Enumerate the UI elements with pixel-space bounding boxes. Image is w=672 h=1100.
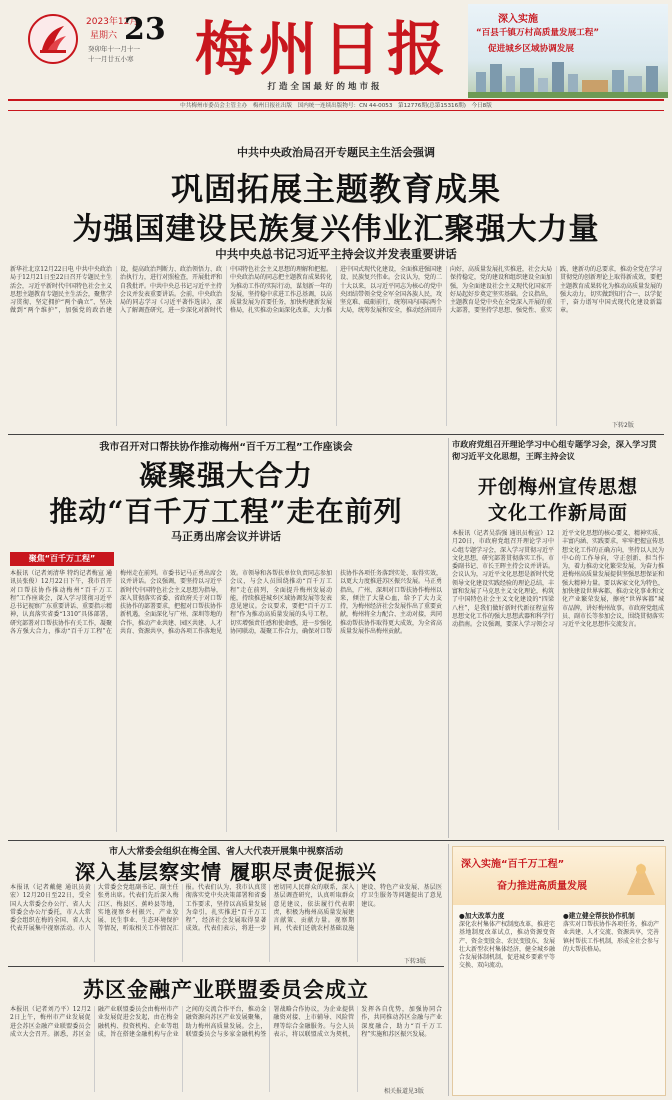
promo-banner-line1: 深入实施“百千万工程” bbox=[461, 859, 565, 870]
story4-kicker: 市人大常委会组织在梅全国、省人大代表开展集中视察活动 bbox=[108, 847, 343, 857]
lead-story bbox=[8, 114, 664, 434]
story-culture-study bbox=[452, 438, 664, 838]
story5-body-text: 本报讯（记者刘乃平）12月22日上午，梅州市产业发展促进会苏区金融产业联盟委员会成立大会召开。据悉，苏区金融产业联盟委员会由梅州市产业发展促进会发起，由在梅金融机构、投资机构、企业等组成，旨在搭建金融机构与企业之间的交流合作平台，推动金融资源向苏区产业发展聚集，助力梅州高质量发展。会上，联盟委员会与多家金融机构签署战略合作协议，为企业提供融资对接、上市辅导、风险管理等综合金融服务。与会人员表示，将以联盟成立为契机，发挥各自优势，加强协同合作，共同推动苏区金融与产业深度融合，助力“百千万工程”实施和苏区振兴发展。 bbox=[10, 1006, 442, 1038]
promo-decoration-icon bbox=[623, 855, 659, 899]
story3-headline-2: 文化工作新局面 bbox=[487, 502, 628, 524]
story5-headline: 苏区金融产业联盟委员会成立 bbox=[83, 977, 369, 1002]
publication-info: 中共梅州市委员会主管主办 梅州日报社出版 国内统一连续出版物号：CN 44-0053 第12776期(总第15316期) 今日8版 bbox=[180, 103, 492, 109]
date-weekday: 星期六 bbox=[90, 31, 118, 41]
story4-body bbox=[10, 884, 442, 962]
story-npc-inspection bbox=[8, 844, 444, 964]
promo-sub1: ●加大改革力度 bbox=[459, 912, 505, 920]
story-finance-alliance bbox=[8, 970, 444, 1096]
promo-line1: “百县千镇万村高质量发展工程” bbox=[476, 28, 600, 38]
lead-headline-1: 巩固拓展主题教育成果 bbox=[170, 170, 501, 208]
promo-content bbox=[459, 911, 659, 1091]
story5-body bbox=[10, 1006, 442, 1092]
story2-subtitle: 马正勇出席会议并讲话 bbox=[171, 530, 281, 543]
story2-headline-2: 推动“百千万工程”走在前列 bbox=[49, 495, 403, 528]
story3-kicker: 市政府党组召开理论学习中心组专题学习会，深入学习贯彻习近平文化思想，王晖主持会议 bbox=[452, 439, 657, 461]
slogan: 打造全国最好的地市报 bbox=[267, 82, 383, 92]
story2-body-text: 本报讯（记者刘清华 特约记者梅宣 通讯员张俊）12月22日下午，我市召开对口帮扶协作推动梅州“百千万工程”工作座谈会，深入学习贯彻习近平总书记视察广东重要讲话、重要指示精神，认真落实省委“1310”具体部署，研究部署对口帮扶协作有关工作，凝聚各方强大合力，推动“百千万工程”在梅州走在前列。市委书记马正勇出席会议并讲话。会议强调，要坚持以习近平新时代中国特色社会主义思想为指导，深入贯彻落实省委、省政府关于对口帮扶协作的部署要求，把握对口帮扶协作新机遇，全面深化与广州、深圳等地的合作，推动产业共建、园区共建、人才共育、资源共享，推动各项工作落地见效。市领导和各帮扶单位负责同志参加会议，与会人员围绕推动“百千万工程”走在前列，全面提升梅州发展动能，持续推进城乡区域协调发展等发表意见建议。会议要求，要把“百千万工程”作为推动高质量发展的头号工程，切实增强责任感和使命感，进一步强化协同联动，凝聚工作合力，确保对口帮扶协作各项任务落到实处、取得实效，以更大力度推进苏区振兴发展。马正勇指出，广州、深圳对口帮扶协作梅州以来，倾注了大量心血，给予了大力支持，为梅州经济社会发展作出了重要贡献，梅州将全力配合、主动对接，共同推动帮扶协作取得更大成效，为全省高质量发展作出梅州贡献。 bbox=[10, 570, 443, 636]
lunar-date: 癸卯年十一月十一 bbox=[88, 45, 140, 53]
logo-emblem-icon bbox=[30, 16, 76, 62]
lead-jump[interactable]: 下转2版 bbox=[612, 422, 634, 429]
story3-body-text: 本报讯（记者吴浩强 通讯员梅宣）12月20日，市政府党组召开理论学习中心组专题学习会，深入学习贯彻习近平文化思想，研究部署贯彻落实工作。市委副书记、市长王晖主持会议并讲话。会议认为，习近平文化思想是新时代党领导文化建设实践经验的理论总结，丰富和发展了马克思主义文化理论，构筑了中国特色社会主义文化建设的“四梁八柱”，是我们做好新时代新征程宣传思想文化工作的强大思想武器和科学行动指南。会议强调，要深入学习领会习近平文化思想的核心要义、精神实质、丰富内涵、实践要求，牢牢把握宣传思想文化工作的正确方向，坚持以人民为中心的工作导向，守正创新、担当作为，着力推动文化繁荣发展，为奋力推进梅州高质量发展提供坚强思想保证和强大精神力量。要以客家文化为特色，加快建设世界客都，推动文化事业和文化产业繁荣发展，擦亮“世界客都”城市品牌，讲好梅州故事。市政府党组成员、副市长等参加会议，围绕贯彻落实习近平文化思想作交流发言。 bbox=[452, 530, 665, 629]
paper-logo bbox=[28, 14, 78, 64]
masthead bbox=[0, 0, 672, 112]
badge-label: 聚焦“百千万工程” bbox=[28, 554, 96, 563]
promo-title: 深入实施 bbox=[498, 14, 538, 25]
story4-jump[interactable]: 下转3版 bbox=[404, 958, 426, 965]
lead-body bbox=[10, 266, 662, 426]
promo-banner bbox=[453, 847, 665, 905]
city-skyline-illustration bbox=[468, 58, 668, 98]
lead-subtitle: 中共中央总书记习近平主持会议并发表重要讲话 bbox=[215, 247, 457, 261]
story3-headline-1: 开创梅州宣传思想 bbox=[477, 476, 638, 498]
promo-line2: 促进城乡区域协调发展 bbox=[488, 44, 574, 54]
paper-title: 梅州日报 bbox=[194, 15, 451, 83]
promo-banner-line2: 奋力推进高质量发展 bbox=[497, 881, 587, 892]
story5-jump[interactable]: 相关报道见3版 bbox=[384, 1088, 424, 1095]
story3-body bbox=[452, 530, 664, 830]
story2-body bbox=[10, 570, 442, 832]
lead-kicker: 中共中央政治局召开专题民主生活会强调 bbox=[237, 146, 435, 159]
solar-term: 十一月廿五小寒 bbox=[88, 55, 134, 63]
date-year: 2023年12月 bbox=[86, 17, 139, 27]
story-poverty-alliance bbox=[8, 438, 444, 838]
story4-body-text: 本报讯（记者戴健 通讯员黄宏）12月20日至22日，受全国人大常委会办公厅、省人大常委会办公厅委托，市人大常委会组织在梅的全国、省人大代表开展集中视察活动。市人大常委会党组副书记、副主任张勇出席。代表们先后深入梅江区、梅县区、蕉岭县等地，实地视察乡村振兴、产业发展、民生事业、生态环境保护等情况，听取相关工作情况汇报。代表们认为，我市认真贯彻落实党中央决策部署和省委工作要求，坚持以高质量发展为牵引，扎实推进“百千万工程”，经济社会发展取得显著成效。代表们表示，将进一步密切同人民群众的联系，深入基层调查研究，认真听取群众意见建议，依法履行代表职责，积极为梅州高质量发展建言献策、贡献力量。视察期间，代表们还就农村基础设施建设、特色产业发展、基层医疗卫生服务等问题提出了意见建议。 bbox=[10, 884, 442, 933]
promo-panel bbox=[452, 846, 666, 1096]
promo-sub2: ●建立健全帮扶协作机制 bbox=[563, 912, 635, 920]
story2-headline-1: 凝聚强大合力 bbox=[138, 459, 313, 492]
story2-kicker: 我市召开对口帮扶协作推动梅州“百千万工程”工作座谈会 bbox=[99, 442, 353, 453]
promo-body2: 落实对口帮扶协作各项任务，推动产业共建、人才交流、资源共享，完善镇村帮扶工作机制，形成全社会参与的大帮扶格局。 bbox=[563, 921, 660, 953]
lead-headline-2: 为强国建设民族复兴伟业汇聚强大力量 bbox=[72, 212, 600, 247]
lead-body-text: 新华社北京12月22日电 中共中央政治局于12月21日至22日召开专题民主生活会，习近平新时代中国特色社会主义思想主题教育专题民主生活会，聚焦学习贯彻、坚定拥护“两个确立”、坚决做到“两个维护”，加强党的政治建设，提高政治判断力、政治领悟力、政治执行力，进行对照检查，开展批评和自我批评。中共中央总书记习近平主持会议并发表重要讲话。会前，中央政治局的同志学习《习近平著作选读》，深入了解调查研究，进一步深化对新时代中国特色社会主义思想的理解和把握。中央政治局的同志把主题教育成果转化为推动工作的实际行动，谋划新一年的发展，坚持稳中求进工作总基调，以高质量发展为首要任务，加快构建新发展格局，扎实推动全面深化改革，大力推进中国式现代化建设，全面推进强国建设、民族复兴伟业。会议认为，党的二十大以来，以习近平同志为核心的党中央团结带领全党全军全国各族人民，攻坚克难、砥砺前行，统筹国内国际两个大局，统筹发展和安全，推动经济回升向好，高质量发展扎实推进，社会大局保持稳定，党的建设和组织建设全面加强，为全面建设社会主义现代化国家开好局起好步奠定坚实基础。会议指出，主题教育是党中央在全党深入开展的重大部署，要坚持学思想、强党性、重实践、建新功的总要求，推动全党在学习贯彻党的创新理论上取得新成效，要把主题教育成果转化为推动高质量发展的强大动力，切实做到知行合一、以学促干，奋力谱写中国式现代化建设新篇章。 bbox=[10, 266, 663, 315]
header-promo bbox=[468, 4, 668, 98]
story4-headline: 深入基层察实情 履职尽责促振兴 bbox=[75, 860, 377, 884]
promo-body1: 深化农村集体产权制度改革，推进宅基地制度改革试点，推动资源变资产、资金变股金、农民变股东，发展壮大新型农村集体经济，健全城乡融合发展体制机制，促进城乡要素平等交换、双向流动。 bbox=[459, 921, 556, 970]
date-day: 23 bbox=[124, 12, 166, 47]
section-badge bbox=[10, 552, 114, 566]
